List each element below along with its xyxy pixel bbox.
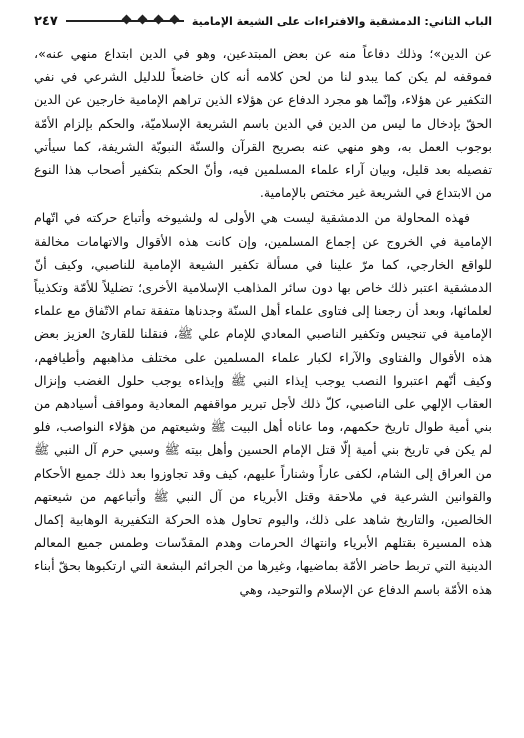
diamond-ornament-icon <box>137 15 147 25</box>
paragraph-2: فهذه المحاولة من الدمشقية ليست هي الأولى له ولشيوخه وأتباع حركته في اتّهام الإمامية في الخروج عن إجماع المسلمين، وإن كانت هذه الأقوال والاتهامات مخالفة للواقع الخارجي، كما مرّ علينا في مسألة تكفير الشيعة الإمامية للناصبي، وكيف أنّ الدمشقية اعتبر ذلك خاص بها دون سائر المذاهب الإسلامية الأخرى؛ تضليلاً للأمّة وتكذيباً لعلمائها، وبعد أن رجعنا إلى فتاوى علماء أهل السنّة وجدناها متفقة تمام الاتّفاق مع علماء الإمامية في تنجيس وتكفير الناصبي المعادي للإمام علي ﷺ، فنقلنا للقارئ العزيز بعض هذه الأقوال والفتاوى والآراء لكبار علماء المسلمين على مختلف مذاهبهم وأطيافهم، وكيف أنّهم اعتبروا النصب يوجب إيذاء النبي ﷺ وإيذاءه يوجب حلول الغضب وإنزال العقاب الإلهي على الناصبي، كلّ ذلك لأجل تبرير مواقفهم المعادية ومواقف أسيادهم من بني أمية طوال تاريخ حكمهم، وما عاناه أهل البيت ﷺ وشيعتهم من هؤلاء النواصب، فلو لم يكن في تاريخ بني أمية إلّا قتل الإمام الحسين وأهل بيته ﷺ وسبي حرم آل النبي ﷺ من العراق إلى الشام، لكفى عاراً وشناراً عليهم، كيف وقد تجاوزوا بعد ذلك جميع الأحكام والقوانين الشرعية في ملاحقة وقتل الأبرياء من آل النبي ﷺ وأتباعهم من شيعتهم الخالصين، والتاريخ شاهد على ذلك، واليوم تحاول هذه الحركة التكفيرية الوهابية إكمال هذه المسيرة بقتلهم الأبرياء وانتهاك الحرمات وهدم المقدّسات وطمس جميع المعالم الدينية التي تربط حاضر الأمّة بماضيها، وغيرها من الجرائم البشعة التي ارتكبوها بحقّ أبناء هذه الأمّة باسم الدفاع عن الإسلام والتوحيد، وهي <box>34 210 492 597</box>
diamond-ornament-icon <box>153 15 163 25</box>
diamond-ornament-icon <box>121 15 131 25</box>
body-text <box>34 42 492 601</box>
paragraph-1: عن الدين»؛ وذلك دفاعاً منه عن بعض المبتدعين، وهو في الدين ابتداع منهي عنه»، فموقفه لم يكن كما يبدو لنا من لحن كلامه أنه كان خاضعاً للدليل الشرعي في نفي التكفير عن هؤلاء، وإنّما هو مجرد الدفاع عن هؤلاء الذين تراهم الإمامية خارجين عن الدين الحقّ بإدخال ما ليس من الدين في الدين باسم الشريعة الإسلاميّة، والحكم بإلزام الأمّة بوجوب العمل به، وهو منهي عنه بصريح القرآن والسنّة النبويّة الشريفة، كما سيأتي تفصيله بعد قليل، وبيان آراء علماء المسلمين فيه، وأنّ الحكم بتكفير أصحاب هذا النوع من الابتداع في الشريعة غير مختص بالإمامية. <box>34 46 492 201</box>
ornament-diamonds <box>123 16 178 23</box>
chapter-title: الباب الثاني: الدمشقية والافتراءات على الشيعة الإمامية <box>191 14 492 28</box>
running-header <box>34 10 492 32</box>
page-number: ٢٤٧ <box>34 13 58 29</box>
diamond-ornament-icon <box>169 15 179 25</box>
header-rule <box>66 20 184 22</box>
